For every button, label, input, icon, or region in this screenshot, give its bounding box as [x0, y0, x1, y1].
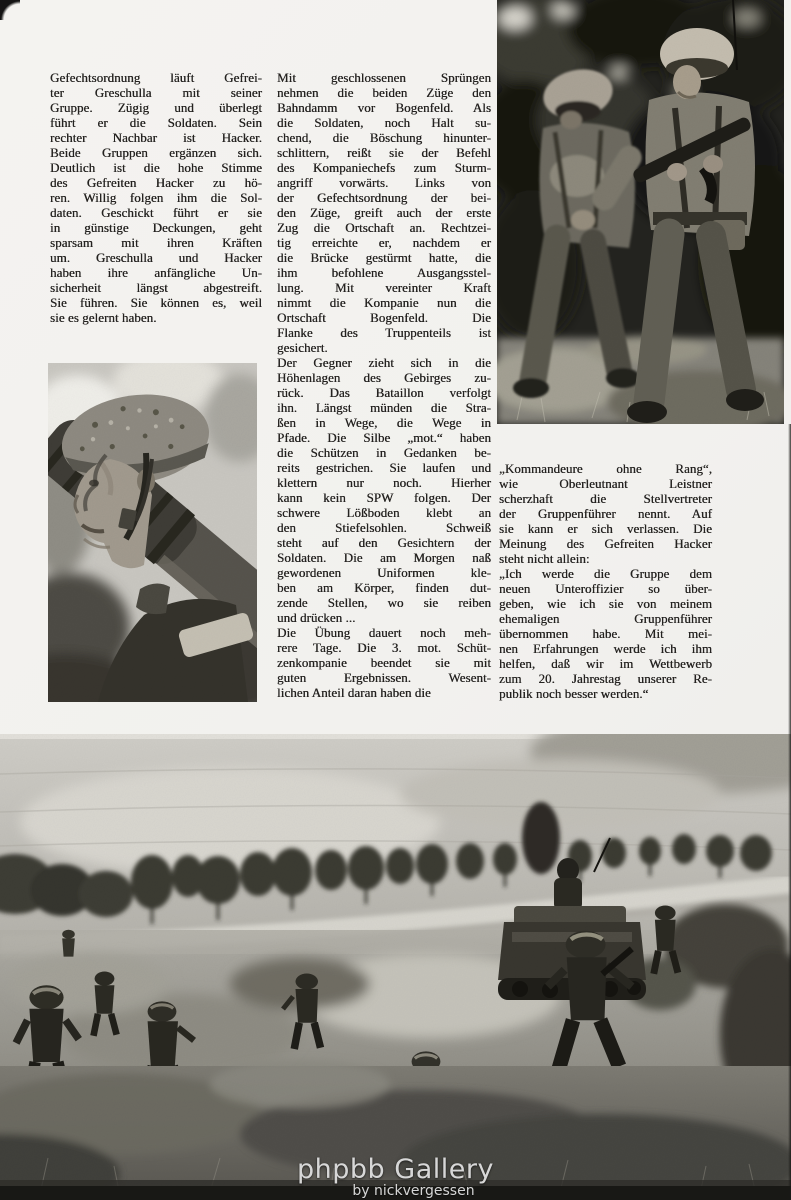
text-line: publik noch besser werden.“ [499, 686, 649, 701]
text-line: wie Oberleutnant Leistner [499, 476, 712, 491]
text-line: ben am Körper, finden dut- [277, 580, 491, 595]
text-line: die Brücke gestürmt hatte, die [277, 250, 491, 265]
text-line: „Kommandeure ohne Rang“, [499, 461, 712, 476]
text-line: lung. Mit vereinter Kraft [277, 280, 491, 295]
text-line: und drücken ... [277, 610, 356, 625]
photo-grain [48, 363, 257, 702]
text-line: klettern nur noch. Hierher [277, 475, 491, 490]
text-line: sie es gelernt haben. [50, 310, 157, 325]
text-line: lichen Anteil daran haben die [277, 685, 431, 700]
text-line: der Gefechtsordnung der bei- [277, 190, 491, 205]
text-line: Gefechtsordnung läuft Gefrei- [50, 70, 262, 85]
text-line: den Züge, greift auch der erste [277, 205, 491, 220]
text-line: schlittern, reißt sie der Befehl [277, 145, 491, 160]
text-line: die Soldaten, noch Halt su- [277, 115, 491, 130]
text-line: ihm befohlene Ausgangsstel- [277, 265, 491, 280]
text-line: gesichert. [277, 340, 328, 355]
text-column-middle [277, 70, 491, 700]
text-line: Beide Gruppen ergänzen sich. [50, 145, 262, 160]
text-line: zum 20. Jahrestag unserer Re- [499, 671, 712, 686]
text-line: nehmen die beiden Züge den [277, 85, 491, 100]
text-line: chend, die Böschung hinunter- [277, 130, 491, 145]
text-line: rück. Das Bataillon verfolgt [277, 385, 491, 400]
text-line: Mit geschlossenen Sprüngen [277, 70, 491, 85]
text-line: zende Stellen, wo sie reiben [277, 595, 491, 610]
text-column-right [499, 461, 712, 701]
text-line: übernommen habe. Mit mei- [499, 626, 712, 641]
text-line: die Schützen in Gedanken be- [277, 445, 491, 460]
paragraph [277, 625, 491, 700]
text-line: Der Gegner zieht sich in die [277, 355, 491, 370]
text-line: zenkompanie beendet sie mit [277, 655, 491, 670]
text-line: Bahndamm vor Bogenfeld. Als [277, 100, 491, 115]
text-line: neuen Unteroffizier so über- [499, 581, 712, 596]
text-line: reits gestrichen. Sie laufen und [277, 460, 491, 475]
text-line: Zug die Ortschaft an. Rechtzei- [277, 220, 491, 235]
text-line: helfen, daß wir im Wettbewerb [499, 656, 712, 671]
text-line: ehemaligen Gruppenführer [499, 611, 712, 626]
text-line: Gruppe. Zügig und überlegt [50, 100, 262, 115]
text-line: Pfade. Die Silbe „mot.“ haben [277, 430, 491, 445]
text-line: nen Erfahrungen werde ich ihm [499, 641, 712, 656]
text-line: rere Tage. Die 3. mot. Schüt- [277, 640, 491, 655]
text-line: ßen in Wege, die Wege in [277, 415, 491, 430]
paragraph [499, 461, 712, 566]
text-line: in günstige Deckungen, geht [50, 220, 262, 235]
text-column-left [50, 70, 262, 325]
text-line: Meinung des Gefreiten Hacker [499, 536, 712, 551]
text-line: schwere Lößboden klebt an [277, 505, 491, 520]
text-line: angriff vorwärts. Links von [277, 175, 491, 190]
text-line: Sie führen. Sie können es, weil [50, 295, 262, 310]
text-line: sie kann er sich verlassen. Die [499, 521, 712, 536]
text-line: Die Übung dauert noch meh- [277, 625, 491, 640]
text-line: „Ich werde die Gruppe dem [499, 566, 712, 581]
photo-two-soldiers-walking [497, 0, 784, 424]
text-line: ter Greschulla mit seiner [50, 85, 262, 100]
text-line: um. Greschulla und Hacker [50, 250, 262, 265]
text-line: des Kompaniechefs zum Sturm- [277, 160, 491, 175]
text-line: Flanke des Truppenteils ist [277, 325, 491, 340]
text-line: steht nicht allein: [499, 551, 590, 566]
text-line: der Gruppenführer nennt. Auf [499, 506, 712, 521]
text-line: gewordenen Uniformen kle- [277, 565, 491, 580]
text-line: ren. Willig folgen ihm die Sol- [50, 190, 262, 205]
paragraph [499, 566, 712, 701]
text-line: tig erreichte er, nachdem er [277, 235, 491, 250]
text-line: daten. Geschickt führt er sie [50, 205, 262, 220]
text-line: des Gefreiten Hacker zu hö- [50, 175, 262, 190]
text-line: kann kein SPW folgen. Der [277, 490, 491, 505]
paragraph [277, 355, 491, 625]
paragraph [277, 70, 491, 355]
text-line: Höhenlagen des Gebirges zu- [277, 370, 491, 385]
text-line: sparsam mit ihren Kräften [50, 235, 262, 250]
text-line: nimmt die Kompanie nun die [277, 295, 491, 310]
text-line: ihn. Längst münden die Stra- [277, 400, 491, 415]
paragraph [50, 70, 262, 325]
text-line: haben ihre anfängliche Un- [50, 265, 262, 280]
text-line: den Stiefelsohlen. Schweiß [277, 520, 491, 535]
watermark-byline: by nickvergessen [352, 1183, 475, 1199]
photo-grain [0, 734, 791, 1200]
text-line: geben, wie ich sie von meinem [499, 596, 712, 611]
text-line: Soldaten. Die am Morgen naß [277, 550, 491, 565]
text-line: sicherheit längst abgestreift. [50, 280, 262, 295]
text-line: Deutlich ist die hohe Stimme [50, 160, 262, 175]
watermark-title: phpbb Gallery [297, 1154, 494, 1185]
text-line: rechter Nachbar ist Hacker. [50, 130, 262, 145]
photo-soldier-with-launcher [48, 363, 257, 702]
text-line: scherzhaft die Stellvertreter [499, 491, 712, 506]
text-line: guten Ergebnissen. Wesent- [277, 670, 491, 685]
photo-infantry-advance-landscape [0, 734, 791, 1200]
text-line: steht auf den Gesichtern der [277, 535, 491, 550]
text-line: Ortschaft Bogenfeld. Die [277, 310, 491, 325]
scan-corner-artifact [0, 0, 20, 20]
text-line: führt er die Soldaten. Sein [50, 115, 262, 130]
photo-grain [497, 0, 784, 424]
